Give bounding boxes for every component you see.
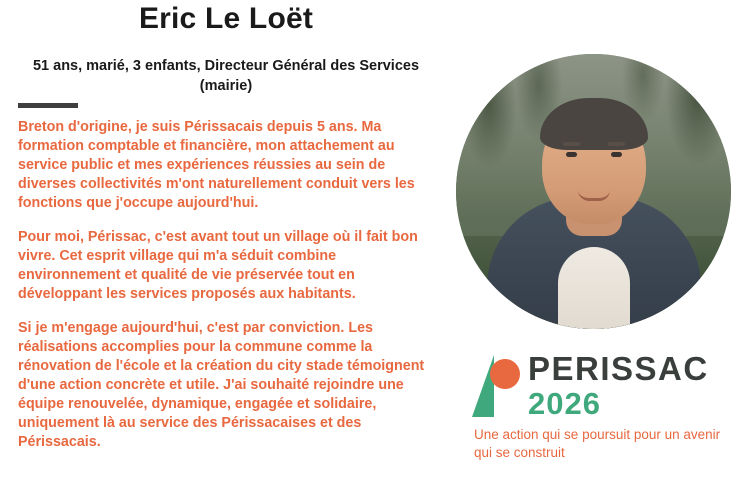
perissac-logo-icon: [472, 355, 520, 417]
portrait-and-logo-column: [452, 0, 739, 498]
logo-name-text: PERISSAC: [528, 350, 709, 387]
title-divider: [18, 103, 78, 108]
page-title: Eric Le Loët: [138, 2, 314, 35]
photo-eye-left: [566, 152, 577, 157]
photo-eyebrow-left: [563, 142, 580, 146]
candidate-subtitle: 51 ans, marié, 3 enfants, Directeur Général des Services (mairie): [32, 58, 420, 94]
photo-mouth: [578, 190, 610, 201]
logo-row: [472, 352, 727, 419]
logo-year-text: 2026: [528, 386, 601, 421]
bio-text: [18, 118, 430, 452]
photo-eye-right: [611, 152, 622, 157]
green-triangle-icon: [472, 355, 494, 417]
photo-shirt: [558, 247, 630, 329]
orange-circle-icon: [490, 359, 520, 389]
bio-paragraph-2: Pour moi, Périssac, c'est avant tout un village où il fait bon vivre. Cet esprit village qui m'a séduit combine environnement et qualité de vie préservée tout en développant les services proposés aux habitants.: [18, 229, 418, 302]
logo-wordmark: [528, 352, 709, 419]
candidate-portrait-photo: [456, 54, 731, 329]
campaign-logo: [472, 352, 727, 461]
photo-eyebrow-right: [608, 142, 625, 146]
bio-paragraph-3: Si je m'engage aujourd'hui, c'est par conviction. Les réalisations accomplies pour la commune comme la rénovation de l'école et la création du city stade témoignent d'une action concrète et utile. J'ai souhaité rejoindre une équipe renouvelée, dynamique, engagée et solidaire, uniquement là au service des Périssacaises et des Périssacais.: [18, 320, 425, 450]
logo-tagline-text: Une action qui se poursuit pour un avenir qui se construit: [474, 427, 721, 460]
bio-paragraph-1: Breton d'origine, je suis Périssacais depuis 5 ans. Ma formation comptable et financière, mon attachement au service public et mes expériences réussies au sein de diverses collectivités m'ont naturellement conduit vers les fonctions que j'occupe aujourd'hui.: [18, 119, 415, 211]
